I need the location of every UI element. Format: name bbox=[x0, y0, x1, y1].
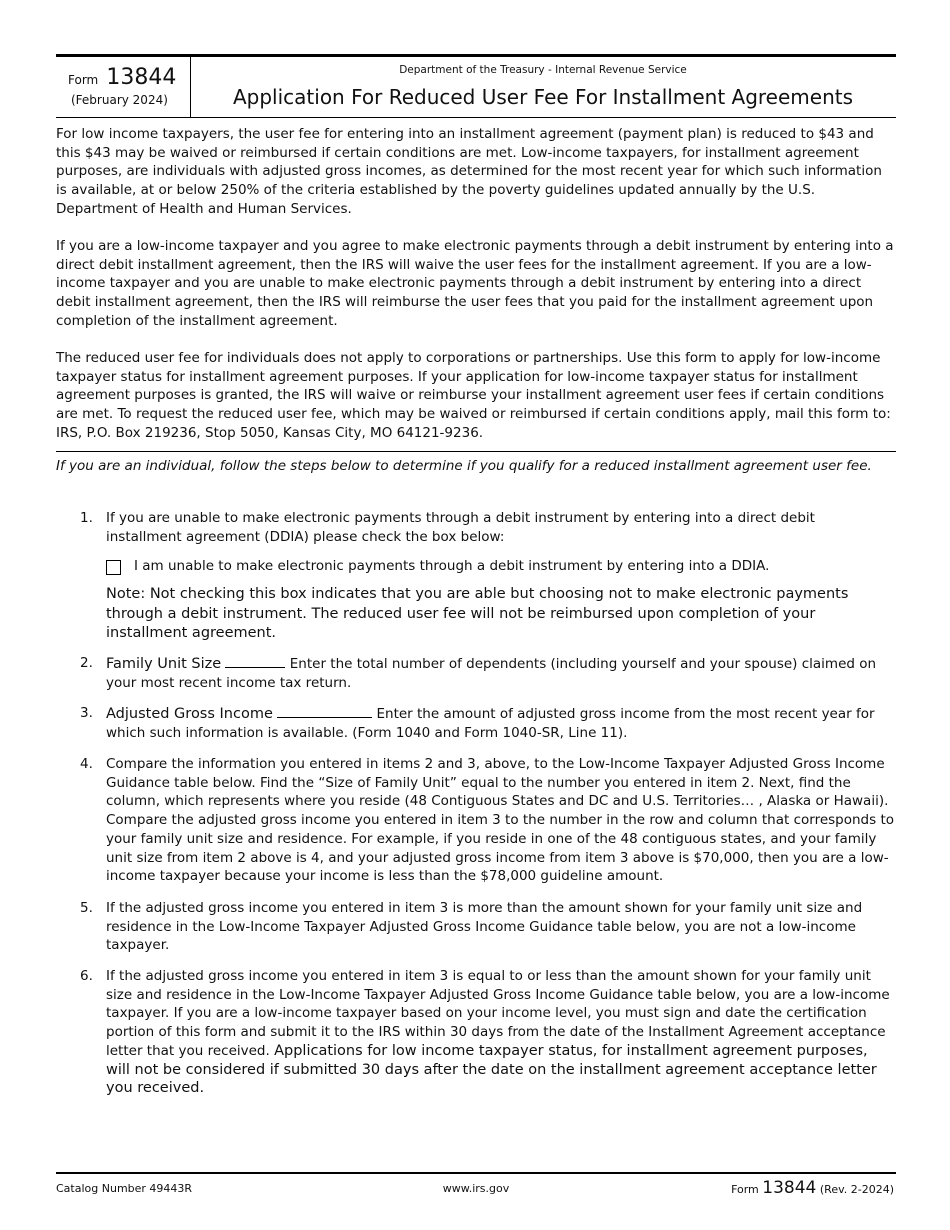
intro-paragraph: The reduced user fee for individuals does not apply to corporations or partnerships. Use this form to apply for low-income taxpayer status for installment agreement purposes. If your application for low-income taxpayer status for installment agreement purposes is granted, the IRS will waive or reimburse your installment agreement user fees if certain conditions are met. To request the reduced user fee, which may be waived or reimbursed if certain conditions apply, mail this form to: IRS, P.O. Box 219236, Stop 5050, Kansas City, MO 64121-9236. bbox=[56, 350, 891, 441]
instruction-item-5 bbox=[80, 899, 894, 955]
item-number: 1. bbox=[80, 510, 93, 526]
item-number: 3. bbox=[80, 705, 93, 721]
form-date: (February 2024) bbox=[71, 93, 168, 107]
form-number-line bbox=[68, 65, 176, 90]
ddia-checkbox[interactable] bbox=[106, 560, 121, 575]
instruction-item-2 bbox=[80, 654, 894, 692]
item-text: If the adjusted gross income you entered in item 3 is equal to or less than the amount shown for your family unit size and residence in the Low-Income Taxpayer Adjusted Gross Income Guidance table below, you are a low-income taxpayer. If you are a low-income taxpayer based on your income level, you must sign and date the certification portion of this form and submit it to the IRS within 30 days from the date of the Installment Agreement acceptance letter that you received. bbox=[106, 968, 890, 1059]
item-number: 6. bbox=[80, 968, 93, 984]
instruction-item-3 bbox=[80, 704, 894, 742]
ddia-checkbox-label: I am unable to make electronic payments through a debit instrument by entering into a DDIA. bbox=[134, 558, 770, 574]
form-title: Application For Reduced User Fee For Installment Agreements bbox=[232, 85, 854, 109]
instruction-item-6 bbox=[80, 967, 894, 1098]
agency-name: Department of the Treasury - Internal Revenue Service bbox=[399, 64, 687, 76]
website-link[interactable]: www.irs.gov bbox=[442, 1182, 510, 1195]
footer-form-id bbox=[731, 1178, 894, 1198]
family-unit-size-field[interactable] bbox=[225, 654, 285, 668]
instructions-heading: If you are an individual, follow the steps below to determine if you qualify for a reduced installment agreement user fee. bbox=[56, 458, 872, 474]
footer-revision: (Rev. 2-2024) bbox=[819, 1183, 894, 1196]
form-header bbox=[56, 54, 896, 118]
item-number: 5. bbox=[80, 900, 93, 916]
form-id-box bbox=[56, 57, 191, 118]
ddia-note: Note: Not checking this box indicates that you are able but choosing not to make electronic payments through a debit instrument. The reduced user fee will not be reimbursed upon completion of your installment agreement. bbox=[106, 586, 849, 641]
adjusted-gross-income-label: Adjusted Gross Income bbox=[106, 706, 273, 722]
item-text: If you are unable to make electronic payments through a debit instrument by entering into a direct debit installment agreement (DDIA) please check the box below: bbox=[106, 510, 815, 545]
instruction-item-1 bbox=[80, 509, 894, 546]
item-text: Compare the information you entered in items 2 and 3, above, to the Low-Income Taxpayer Adjusted Gross Income Guidance table below. Find the “Size of Family Unit” equal to the number you entered in item 2. Next, find the column, which represents where you reside (48 Contiguous States and DC and U.S. Territories… , Alaska or Hawaii). Compare the adjusted gross income you entered in item 3 to the number in the row and column that corresponds to your family unit size and residence. For example, if you reside in one of the 48 contiguous states, and your family unit size from item 2 above is 4, and your adjusted gross income from item 3 above is $70,000, then you are a low-income taxpayer because your income is less than the $78,000 guideline amount. bbox=[106, 756, 895, 885]
form-footer bbox=[56, 1172, 896, 1204]
item-number: 2. bbox=[80, 655, 93, 671]
item-text: Enter the amount of adjusted gross income from the most recent year for which such information is available. (Form 1040 and Form 1040-SR, Line 11). bbox=[106, 706, 875, 741]
item-number: 4. bbox=[80, 756, 93, 772]
item-emphasis-text: Applications for low income taxpayer status, for installment agreement purposes, will not be considered if submitted 30 days after the date on the installment agreement acceptance letter you received. bbox=[106, 1042, 877, 1097]
adjusted-gross-income-field[interactable] bbox=[277, 704, 372, 718]
intro-paragraph: For low income taxpayers, the user fee for entering into an installment agreement (payment plan) is reduced to $43 and this $43 may be waived or reimbursed if certain conditions are met. Low-income taxpayers, for installment agreement purposes, are individuals with adjusted gross incomes, as determined for the most recent year for which such information is available, at or below 250% of the criteria established by the poverty guidelines updated annually by the U.S. Department of Health and Human Services. bbox=[56, 126, 882, 217]
form-number: 13844 bbox=[106, 65, 177, 90]
footer-form-number: 13844 bbox=[762, 1178, 817, 1198]
intro-paragraph: If you are a low-income taxpayer and you agree to make electronic payments through a debit instrument by entering into a direct debit installment agreement, then the IRS will waive the user fees for the installment agreement. If you are a low-income taxpayer and you are unable to make electronic payments through a debit instrument by entering into a direct debit installment agreement, then the IRS will reimburse the user fees that you paid for the installment agreement upon completion of the installment agreement. bbox=[56, 238, 894, 329]
footer-form-word: Form bbox=[731, 1183, 759, 1196]
item-text: If the adjusted gross income you entered in item 3 is more than the amount shown for your family unit size and residence in the Low-Income Taxpayer Adjusted Gross Income Guidance table below, you are not a low-income taxpayer. bbox=[106, 900, 863, 954]
catalog-number: Catalog Number 49443R bbox=[56, 1182, 193, 1195]
section-divider bbox=[56, 451, 896, 452]
item-text: Enter the total number of dependents (including yourself and your spouse) claimed on your most recent income tax return. bbox=[106, 656, 877, 691]
form-page bbox=[56, 0, 896, 1230]
family-unit-size-label: Family Unit Size bbox=[106, 656, 222, 672]
instruction-item-4 bbox=[80, 755, 894, 886]
form-word: Form bbox=[68, 73, 99, 87]
